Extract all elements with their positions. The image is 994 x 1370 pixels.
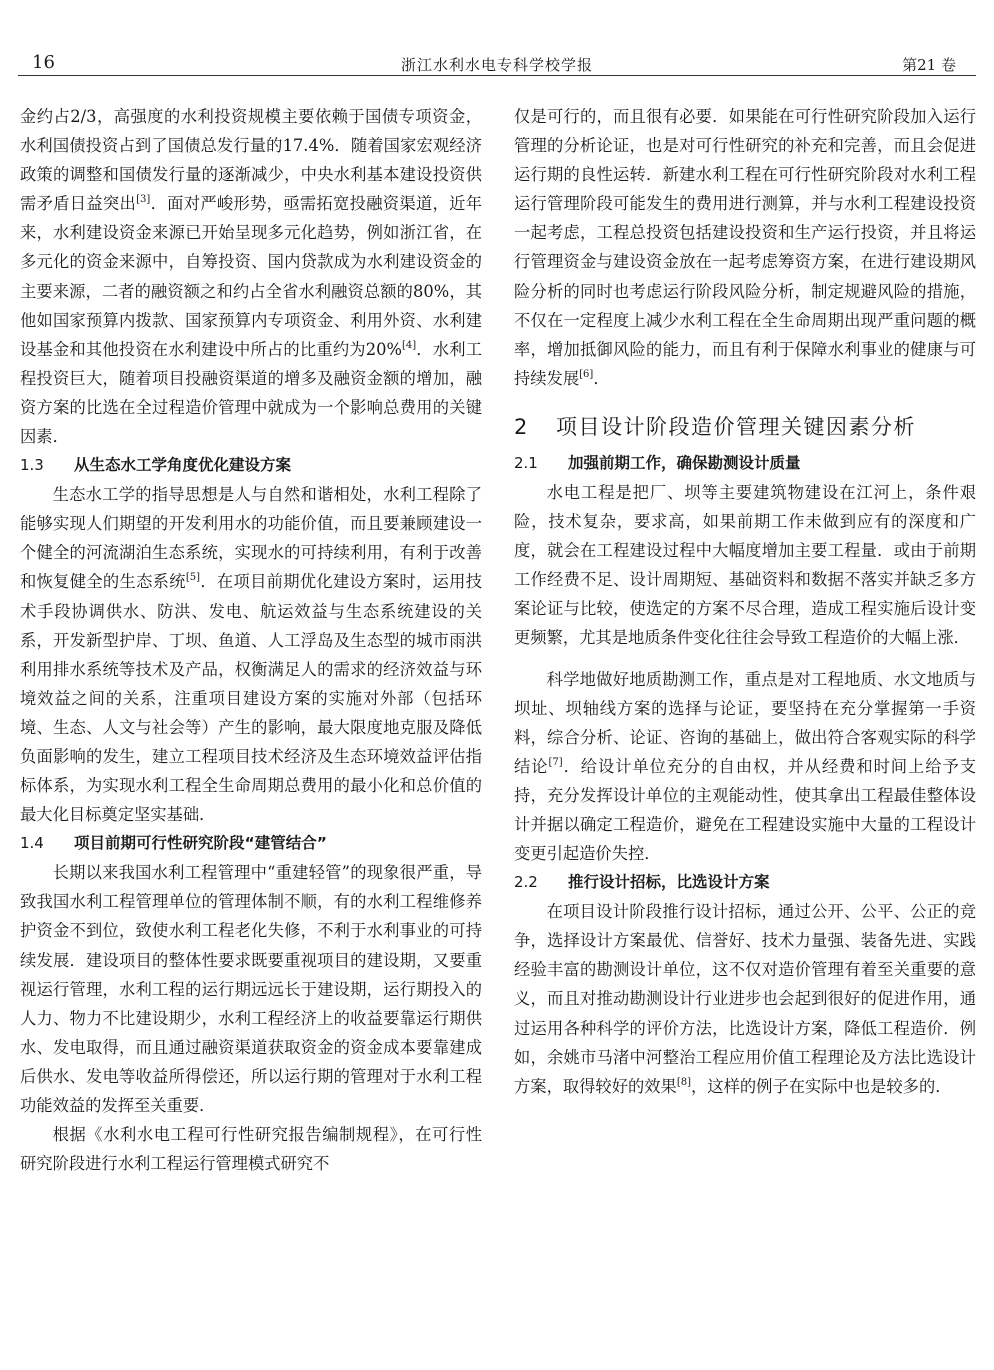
section-heading-2-1: 2.1 加强前期工作，确保勘测设计质量 xyxy=(514,453,801,472)
section-heading-2: 2 项目设计阶段造价管理关键因素分析 xyxy=(514,414,916,439)
citation-ref: [7] xyxy=(548,756,563,768)
paragraph-management: 长期以来我国水利工程管理中“重建轻管”的现象很严重，导致我国水利工程管理单位的管理体制不顺，有的水利工程维修养护资金不到位，致使水利工程老化失修，不利于水利事业的可持续发展．建设项目的整体性要求既要重视项目的建设期，又要重视运行管理，水利工程的运行期远远长于建设期，运行期投入的人力、物力不比建设期少，水利工程经济上的收益要靠运行期供水、发电取得，而且通过融资渠道获取资金的资金成本要靠建成后供水、发电等收益所得偿还，所以运行期的管理对于水利工程功能效益的发挥至关重要． xyxy=(20,863,482,1115)
paragraph-regulation: 根据《水利水电工程可行性研究报告编制规程》，在可行性研究阶段进行水利工程运行管理模式研究不 xyxy=(20,1125,482,1174)
citation-ref: [6] xyxy=(579,368,594,380)
left-column xyxy=(20,102,482,1178)
paragraph-design-tender: 在项目设计阶段推行设计招标，通过公开、公平、公正的竞争，选择设计方案最优、信誉好、技术力量强、装备先进、实践经验丰富的勘测设计单位，这不仅对造价管理有着至关重要的意义，而且对推动勘测设计行业进步也会起到很好的促进作用，通过运用各种科学的评价方法，比选设计方案，降低工程造价．例如，余姚市马渚中河整治工程应用价值工程理论及方法比选设计方案，取得较好的效果[8]，这样的例子在实际中也是较多的． xyxy=(514,902,976,1096)
section-heading-2-2: 2.2 推行设计招标，比选设计方案 xyxy=(514,873,770,892)
citation-ref: [8] xyxy=(676,1076,691,1088)
citation-ref: [5] xyxy=(185,572,201,584)
volume-label: 第21 卷 xyxy=(902,56,956,74)
page-number: 16 xyxy=(32,52,55,73)
paragraph-ecology: 生态水工学的指导思想是人与自然和谐相处，水利工程除了能够实现人们期望的开发利用水的功能价值，而且要兼顾建设一个健全的河流湖泊生态系统，实现水的可持续利用，有利于改善和恢复健全的生态系统[5]．在项目前期优化建设方案时，运用技术手段协调供水、防洪、发电、航运效益与生态系统建设的关系，开发新型护岸、丁坝、鱼道、人工浮岛及生态型的城市雨洪利用排水系统等技术及产品，权衡满足人的需求的经济效益与环境效益之间的关系，注重项目建设方案的实施对外部（包括环境、生态、人文与社会等）产生的影响，最大限度地克服及降低负面影响的发生，建立工程项目技术经济及生态环境效益评估指标体系，为实现水利工程全生命周期总费用的最小化和总价值的最大化目标奠定坚实基础． xyxy=(20,485,482,825)
paragraph-funding: 金约占2/3，高强度的水利投资规模主要依赖于国债专项资金，水利国债投资占到了国债总发行量的17.4%．随着国家宏观经济政策的调整和国债发行量的逐渐减少，中央水利基本建设投资供需矛盾日益突出[3]．面对严峻形势，亟需拓宽投融资渠道，近年来，水利建设资金来源已开始呈现多元化趋势，例如浙江省，在多元化的资金来源中，自筹投资、国内贷款成为水利建设资金的主要来源，二者的融资额之和约占全省水利融资总额的80%，其他如国家预算内拨款、国家预算内专项资金、利用外资、水利建设基金和其他投资在水利建设中所占的比重约为20%[4]．水利工程投资巨大，随着项目投融资渠道的增多及融资金额的增加，融资方案的比选在全过程造价管理中就成为一个影响总费用的关键因素． xyxy=(20,107,482,447)
paragraph-preliminary-work: 水电工程是把厂、坝等主要建筑物建设在江河上，条件艰险，技术复杂，要求高，如果前期工作未做到应有的深度和广度，就会在工程建设过程中大幅度增加主要工程量．或由于前期工作经费不足、设计周期短、基础资料和数据不落实并缺乏多方案论证与比较，使选定的方案不尽合理，造成工程实施后设计变更频繁，尤其是地质条件变化往往会导致工程造价的大幅上涨． xyxy=(514,482,976,648)
header-rule xyxy=(18,75,976,76)
section-heading-1-4: 1.4 项目前期可行性研究阶段“建管结合” xyxy=(20,834,327,853)
citation-ref: [3] xyxy=(136,194,151,206)
paragraph-feasibility: 仅是可行的，而且很有必要．如果能在可行性研究阶段加入运行管理的分析论证，也是对可行性研究的补充和完善，而且会促进运行期的良性运转．新建水利工程在可行性研究阶段对水利工程运行管理阶段可能发生的费用进行测算，并与水利工程建设投资一起考虑，工程总投资包括建设投资和生产运行投资，并且将运行管理资金与建设资金放在一起考虑筹资方案，在进行建设期风险分析的同时也考虑运行阶段风险分析，制定规避风险的措施，不仅在一定程度上减少水利工程在全生命周期出现严重问题的概率，增加抵御风险的能力，而且有利于保障水利事业的健康与可持续发展[6]． xyxy=(514,107,976,388)
section-heading-1-3: 1.3 从生态水工学角度优化建设方案 xyxy=(20,456,292,475)
paragraph-geology: 科学地做好地质勘测工作，重点是对工程地质、水文地质与坝址、坝轴线方案的选择与论证，要坚持在充分掌握第一手资料，综合分析、论证、咨询的基础上，做出符合客观实际的科学结论[7]．给设计单位充分的自由权，并从经费和时间上给予支持，充分发挥设计单位的主观能动性，使其拿出工程最佳整体设计并据以确定工程造价，避免在工程建设实施中大量的工程设计变更引起造价失控． xyxy=(514,669,976,864)
running-header xyxy=(18,46,976,76)
journal-title: 浙江水利水电专科学校学报 xyxy=(400,56,593,74)
citation-ref: [4] xyxy=(401,339,417,351)
right-column xyxy=(514,102,976,1101)
